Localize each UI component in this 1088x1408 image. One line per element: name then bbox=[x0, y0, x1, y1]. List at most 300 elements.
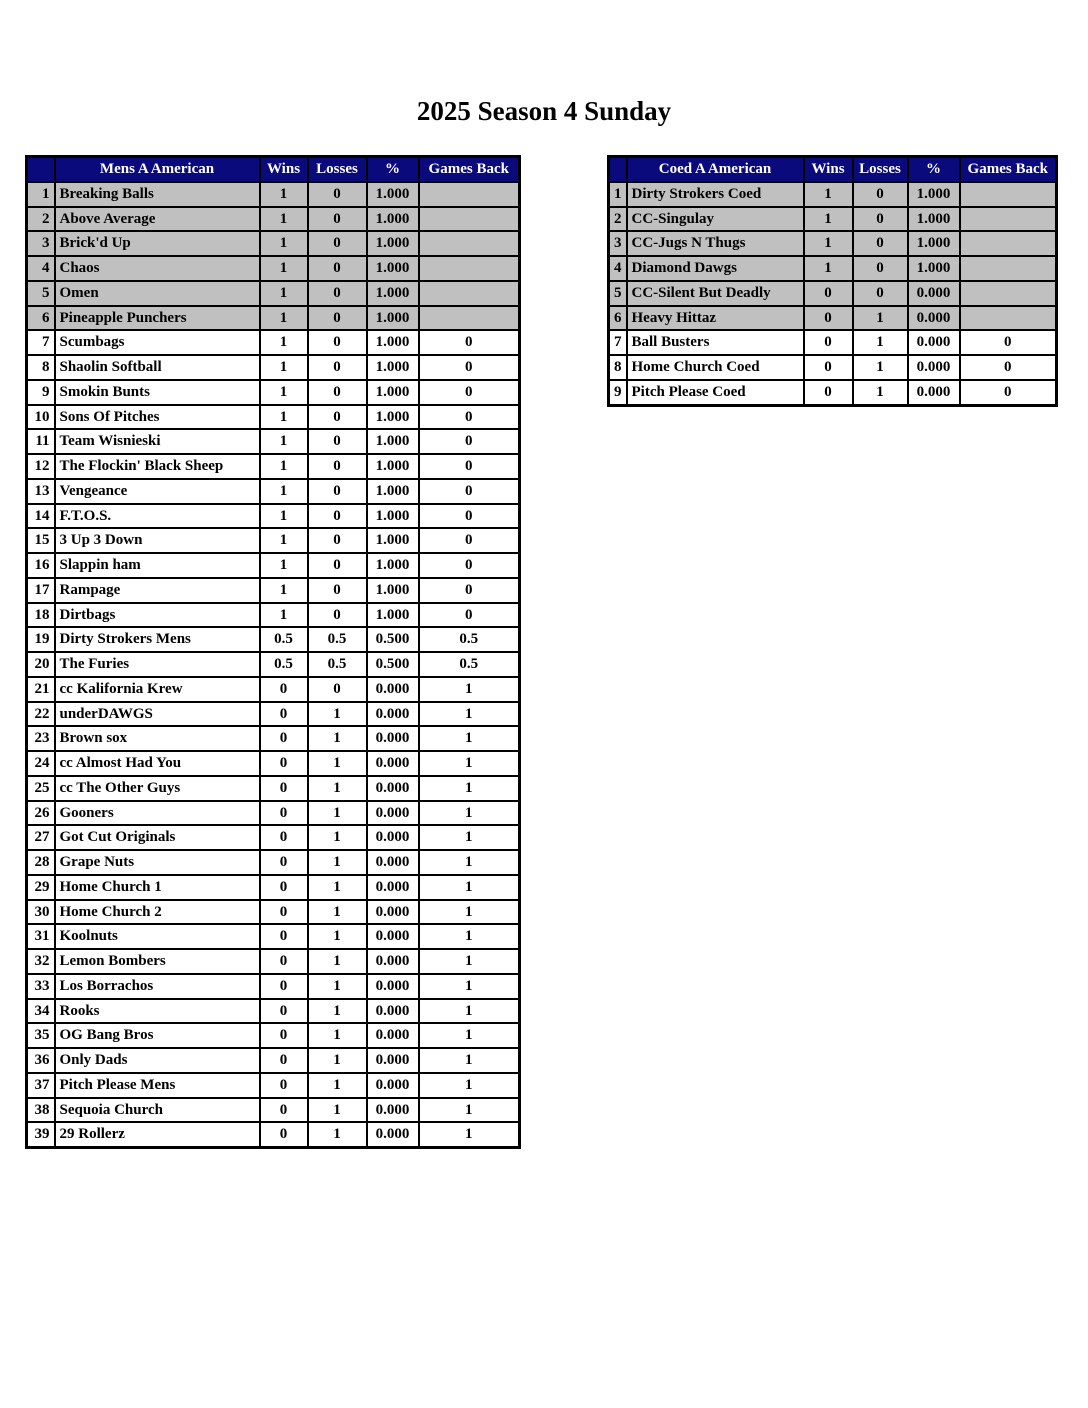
wins-cell: 0 bbox=[260, 974, 308, 999]
losses-cell: 1 bbox=[308, 825, 367, 850]
table-row bbox=[609, 380, 1057, 405]
games-back-cell: 0 bbox=[419, 429, 520, 454]
team-name-cell: Pineapple Punchers bbox=[55, 306, 260, 331]
table-row bbox=[609, 256, 1057, 281]
team-name-cell: Grape Nuts bbox=[55, 850, 260, 875]
team-name-cell: Brown sox bbox=[55, 726, 260, 751]
pct-cell: 1.000 bbox=[367, 355, 419, 380]
team-name-cell: Ball Busters bbox=[627, 330, 804, 355]
games-back-cell: 0 bbox=[419, 479, 520, 504]
rank-cell: 37 bbox=[27, 1073, 55, 1098]
pct-cell: 0.000 bbox=[367, 751, 419, 776]
pct-cell: 1.000 bbox=[908, 231, 960, 256]
wins-cell: 1 bbox=[260, 182, 308, 207]
losses-cell: 0 bbox=[308, 454, 367, 479]
games-back-cell: 0 bbox=[419, 380, 520, 405]
wins-cell: 0 bbox=[260, 825, 308, 850]
losses-cell: 0 bbox=[308, 182, 367, 207]
wins-cell: 0.5 bbox=[260, 627, 308, 652]
table-row bbox=[27, 231, 520, 256]
wins-cell: 0 bbox=[804, 355, 853, 380]
games-back-cell bbox=[419, 207, 520, 232]
losses-cell: 0 bbox=[853, 182, 908, 207]
games-back-cell: 1 bbox=[419, 1073, 520, 1098]
games-back-cell: 0 bbox=[419, 330, 520, 355]
losses-cell: 0 bbox=[308, 677, 367, 702]
table-row bbox=[27, 825, 520, 850]
team-name-cell: Rooks bbox=[55, 999, 260, 1024]
games-back-cell bbox=[419, 281, 520, 306]
losses-cell: 0 bbox=[308, 578, 367, 603]
pct-cell: 0.000 bbox=[367, 999, 419, 1024]
losses-cell: 0 bbox=[308, 306, 367, 331]
rank-cell: 1 bbox=[609, 182, 627, 207]
rank-cell: 7 bbox=[609, 330, 627, 355]
wins-cell: 0 bbox=[260, 776, 308, 801]
rank-cell: 35 bbox=[27, 1023, 55, 1048]
wins-cell: 0 bbox=[260, 1023, 308, 1048]
games-back-cell bbox=[419, 182, 520, 207]
pct-cell: 1.000 bbox=[367, 429, 419, 454]
games-back-cell: 0.5 bbox=[419, 627, 520, 652]
losses-cell: 1 bbox=[308, 999, 367, 1024]
team-name-cell: F.T.O.S. bbox=[55, 504, 260, 529]
team-name-cell: Omen bbox=[55, 281, 260, 306]
table-row bbox=[27, 1048, 520, 1073]
rank-cell: 38 bbox=[27, 1098, 55, 1123]
pct-cell: 0.000 bbox=[367, 1023, 419, 1048]
team-name-cell: Smokin Bunts bbox=[55, 380, 260, 405]
losses-cell: 1 bbox=[308, 974, 367, 999]
wins-cell: 0 bbox=[260, 751, 308, 776]
team-name-cell: The Flockin' Black Sheep bbox=[55, 454, 260, 479]
wins-cell: 1 bbox=[260, 306, 308, 331]
table-header-row bbox=[609, 157, 1057, 182]
wins-cell: 0 bbox=[260, 999, 308, 1024]
pct-cell: 0.000 bbox=[367, 875, 419, 900]
table-row bbox=[27, 900, 520, 925]
wins-cell: 0 bbox=[804, 380, 853, 405]
table-row bbox=[27, 1073, 520, 1098]
games-back-cell: 1 bbox=[419, 974, 520, 999]
standings-table-coed-a-american bbox=[607, 155, 1058, 407]
rank-cell: 25 bbox=[27, 776, 55, 801]
wins-cell: 0 bbox=[260, 801, 308, 826]
mens-table-body bbox=[27, 182, 520, 1148]
wins-cell: 0 bbox=[260, 900, 308, 925]
rank-column-header bbox=[27, 157, 55, 182]
table-row bbox=[27, 553, 520, 578]
pct-cell: 1.000 bbox=[367, 231, 419, 256]
losses-cell: 0 bbox=[308, 256, 367, 281]
pct-cell: 1.000 bbox=[367, 454, 419, 479]
pct-cell: 0.000 bbox=[367, 825, 419, 850]
wins-cell: 0 bbox=[260, 677, 308, 702]
wins-cell: 0 bbox=[260, 1048, 308, 1073]
games-back-cell bbox=[419, 231, 520, 256]
pct-cell: 0.000 bbox=[908, 330, 960, 355]
pct-cell: 1.000 bbox=[908, 207, 960, 232]
pct-cell: 1.000 bbox=[367, 578, 419, 603]
losses-cell: 0 bbox=[308, 380, 367, 405]
rank-cell: 8 bbox=[609, 355, 627, 380]
games-back-cell bbox=[960, 256, 1057, 281]
team-name-cell: Vengeance bbox=[55, 479, 260, 504]
rank-cell: 31 bbox=[27, 924, 55, 949]
games-back-cell: 0 bbox=[419, 553, 520, 578]
games-back-cell: 0 bbox=[419, 454, 520, 479]
table-row bbox=[27, 726, 520, 751]
pct-cell: 0.000 bbox=[367, 801, 419, 826]
team-name-cell: cc Kalifornia Krew bbox=[55, 677, 260, 702]
pct-cell: 1.000 bbox=[367, 281, 419, 306]
pct-cell: 0.000 bbox=[367, 924, 419, 949]
wins-cell: 1 bbox=[260, 405, 308, 430]
games-back-cell: 1 bbox=[419, 949, 520, 974]
table-row bbox=[609, 182, 1057, 207]
team-name-cell: Lemon Bombers bbox=[55, 949, 260, 974]
pct-cell: 1.000 bbox=[367, 504, 419, 529]
team-name-cell: Shaolin Softball bbox=[55, 355, 260, 380]
team-name-cell: Above Average bbox=[55, 207, 260, 232]
games-back-cell: 0 bbox=[960, 380, 1057, 405]
games-back-cell: 0 bbox=[960, 355, 1057, 380]
losses-cell: 1 bbox=[308, 1023, 367, 1048]
table-row bbox=[27, 380, 520, 405]
table-row bbox=[27, 924, 520, 949]
table-row bbox=[27, 702, 520, 727]
rank-cell: 10 bbox=[27, 405, 55, 430]
losses-cell: 1 bbox=[308, 949, 367, 974]
rank-cell: 29 bbox=[27, 875, 55, 900]
table-row bbox=[609, 207, 1057, 232]
rank-cell: 4 bbox=[609, 256, 627, 281]
table-row bbox=[609, 306, 1057, 331]
pct-cell: 1.000 bbox=[367, 553, 419, 578]
wins-cell: 1 bbox=[804, 231, 853, 256]
pct-cell: 1.000 bbox=[908, 182, 960, 207]
table-row bbox=[27, 355, 520, 380]
losses-cell: 0 bbox=[853, 231, 908, 256]
games-back-cell: 1 bbox=[419, 850, 520, 875]
pct-cell: 0.000 bbox=[367, 702, 419, 727]
table-row bbox=[27, 479, 520, 504]
wins-cell: 1 bbox=[260, 454, 308, 479]
wins-cell: 1 bbox=[260, 429, 308, 454]
table-header-row bbox=[27, 157, 520, 182]
losses-cell: 0 bbox=[308, 479, 367, 504]
team-name-cell: OG Bang Bros bbox=[55, 1023, 260, 1048]
team-name-cell: Home Church Coed bbox=[627, 355, 804, 380]
rank-cell: 7 bbox=[27, 330, 55, 355]
team-name-cell: Got Cut Originals bbox=[55, 825, 260, 850]
games-back-cell bbox=[960, 306, 1057, 331]
games-back-cell: 1 bbox=[419, 776, 520, 801]
games-back-cell: 1 bbox=[419, 751, 520, 776]
coed-table-body bbox=[609, 182, 1057, 405]
wins-cell: 0 bbox=[260, 726, 308, 751]
wins-cell: 0 bbox=[260, 1098, 308, 1123]
pct-cell: 1.000 bbox=[367, 603, 419, 628]
losses-cell: 1 bbox=[853, 330, 908, 355]
losses-cell: 0 bbox=[308, 330, 367, 355]
rank-cell: 22 bbox=[27, 702, 55, 727]
table-row bbox=[27, 306, 520, 331]
rank-cell: 18 bbox=[27, 603, 55, 628]
rank-cell: 13 bbox=[27, 479, 55, 504]
rank-cell: 3 bbox=[609, 231, 627, 256]
table-row bbox=[27, 974, 520, 999]
losses-cell: 0 bbox=[853, 281, 908, 306]
games-back-cell: 0 bbox=[419, 603, 520, 628]
games-back-cell: 1 bbox=[419, 1122, 520, 1147]
games-back-cell: 1 bbox=[419, 825, 520, 850]
games-back-cell bbox=[960, 281, 1057, 306]
rank-cell: 5 bbox=[27, 281, 55, 306]
wins-cell: 1 bbox=[260, 504, 308, 529]
losses-cell: 1 bbox=[308, 1122, 367, 1147]
pct-cell: 0.000 bbox=[367, 1098, 419, 1123]
rank-cell: 11 bbox=[27, 429, 55, 454]
table-row bbox=[27, 504, 520, 529]
team-name-cell: The Furies bbox=[55, 652, 260, 677]
rank-cell: 14 bbox=[27, 504, 55, 529]
wins-cell: 0 bbox=[260, 924, 308, 949]
wins-cell: 1 bbox=[260, 603, 308, 628]
team-name-cell: CC-Jugs N Thugs bbox=[627, 231, 804, 256]
rank-cell: 5 bbox=[609, 281, 627, 306]
losses-cell: 0 bbox=[308, 355, 367, 380]
table-row bbox=[27, 578, 520, 603]
games-back-cell: 1 bbox=[419, 1048, 520, 1073]
division-column-header: Coed A American bbox=[627, 157, 804, 182]
team-name-cell: Scumbags bbox=[55, 330, 260, 355]
rank-cell: 28 bbox=[27, 850, 55, 875]
losses-cell: 1 bbox=[308, 1098, 367, 1123]
wins-cell: 1 bbox=[804, 207, 853, 232]
losses-cell: 0.5 bbox=[308, 652, 367, 677]
losses-cell: 1 bbox=[308, 776, 367, 801]
wins-cell: 1 bbox=[260, 380, 308, 405]
table-row bbox=[27, 850, 520, 875]
pct-cell: 0.000 bbox=[367, 949, 419, 974]
standings-table-mens-a-american bbox=[25, 155, 521, 1149]
team-name-cell: Pitch Please Mens bbox=[55, 1073, 260, 1098]
pct-cell: 1.000 bbox=[367, 330, 419, 355]
team-name-cell: Chaos bbox=[55, 256, 260, 281]
table-row bbox=[27, 1122, 520, 1147]
table-row bbox=[27, 1023, 520, 1048]
pct-cell: 0.000 bbox=[908, 306, 960, 331]
pct-cell: 0.500 bbox=[367, 627, 419, 652]
team-name-cell: Pitch Please Coed bbox=[627, 380, 804, 405]
rank-cell: 39 bbox=[27, 1122, 55, 1147]
pct-cell: 0.500 bbox=[367, 652, 419, 677]
team-name-cell: Dirty Strokers Mens bbox=[55, 627, 260, 652]
losses-cell: 0.5 bbox=[308, 627, 367, 652]
games-back-cell: 0 bbox=[419, 578, 520, 603]
rank-cell: 23 bbox=[27, 726, 55, 751]
table-row bbox=[27, 776, 520, 801]
team-name-cell: Gooners bbox=[55, 801, 260, 826]
team-name-cell: Diamond Dawgs bbox=[627, 256, 804, 281]
pct-column-header: % bbox=[367, 157, 419, 182]
wins-cell: 1 bbox=[260, 330, 308, 355]
rank-cell: 2 bbox=[609, 207, 627, 232]
games-back-cell bbox=[960, 231, 1057, 256]
table-row bbox=[27, 405, 520, 430]
losses-cell: 1 bbox=[853, 306, 908, 331]
team-name-cell: Breaking Balls bbox=[55, 182, 260, 207]
team-name-cell: 3 Up 3 Down bbox=[55, 528, 260, 553]
team-name-cell: Brick'd Up bbox=[55, 231, 260, 256]
rank-cell: 8 bbox=[27, 355, 55, 380]
wins-cell: 1 bbox=[260, 553, 308, 578]
team-name-cell: Home Church 1 bbox=[55, 875, 260, 900]
wins-cell: 0 bbox=[260, 1122, 308, 1147]
wins-cell: 1 bbox=[260, 355, 308, 380]
team-name-cell: Heavy Hittaz bbox=[627, 306, 804, 331]
games-back-cell: 1 bbox=[419, 726, 520, 751]
rank-cell: 2 bbox=[27, 207, 55, 232]
table-row bbox=[27, 652, 520, 677]
losses-cell: 1 bbox=[308, 751, 367, 776]
wins-column-header: Wins bbox=[260, 157, 308, 182]
losses-cell: 0 bbox=[308, 528, 367, 553]
table-row bbox=[27, 949, 520, 974]
losses-cell: 0 bbox=[308, 429, 367, 454]
wins-cell: 0.5 bbox=[260, 652, 308, 677]
losses-cell: 0 bbox=[853, 207, 908, 232]
losses-column-header: Losses bbox=[308, 157, 367, 182]
table-row bbox=[27, 281, 520, 306]
rank-cell: 17 bbox=[27, 578, 55, 603]
team-name-cell: underDAWGS bbox=[55, 702, 260, 727]
losses-cell: 0 bbox=[853, 256, 908, 281]
rank-cell: 6 bbox=[609, 306, 627, 331]
team-name-cell: Dirty Strokers Coed bbox=[627, 182, 804, 207]
team-name-cell: Slappin ham bbox=[55, 553, 260, 578]
rank-cell: 24 bbox=[27, 751, 55, 776]
team-name-cell: Dirtbags bbox=[55, 603, 260, 628]
pct-cell: 1.000 bbox=[367, 256, 419, 281]
table-row bbox=[27, 330, 520, 355]
wins-cell: 0 bbox=[260, 702, 308, 727]
losses-cell: 1 bbox=[308, 702, 367, 727]
pct-cell: 1.000 bbox=[908, 256, 960, 281]
rank-cell: 32 bbox=[27, 949, 55, 974]
pct-column-header: % bbox=[908, 157, 960, 182]
wins-cell: 1 bbox=[804, 182, 853, 207]
rank-cell: 36 bbox=[27, 1048, 55, 1073]
pct-cell: 0.000 bbox=[367, 850, 419, 875]
table-row bbox=[609, 355, 1057, 380]
wins-cell: 0 bbox=[804, 330, 853, 355]
rank-cell: 15 bbox=[27, 528, 55, 553]
games-back-column-header: Games Back bbox=[960, 157, 1057, 182]
games-back-cell: 1 bbox=[419, 1023, 520, 1048]
team-name-cell: Only Dads bbox=[55, 1048, 260, 1073]
games-back-cell: 0 bbox=[419, 504, 520, 529]
losses-cell: 1 bbox=[308, 726, 367, 751]
team-name-cell: Home Church 2 bbox=[55, 900, 260, 925]
rank-column-header bbox=[609, 157, 627, 182]
table-row bbox=[27, 528, 520, 553]
games-back-cell bbox=[419, 306, 520, 331]
team-name-cell: CC-Singulay bbox=[627, 207, 804, 232]
pct-cell: 1.000 bbox=[367, 405, 419, 430]
losses-cell: 0 bbox=[308, 231, 367, 256]
games-back-cell: 1 bbox=[419, 924, 520, 949]
team-name-cell: Sons Of Pitches bbox=[55, 405, 260, 430]
table-row bbox=[27, 454, 520, 479]
games-back-cell: 1 bbox=[419, 1098, 520, 1123]
table-row bbox=[27, 603, 520, 628]
rank-cell: 6 bbox=[27, 306, 55, 331]
losses-cell: 1 bbox=[308, 801, 367, 826]
team-name-cell: cc The Other Guys bbox=[55, 776, 260, 801]
losses-cell: 1 bbox=[308, 850, 367, 875]
pct-cell: 1.000 bbox=[367, 479, 419, 504]
wins-cell: 0 bbox=[260, 850, 308, 875]
rank-cell: 26 bbox=[27, 801, 55, 826]
games-back-cell: 0 bbox=[419, 528, 520, 553]
games-back-cell: 0 bbox=[419, 355, 520, 380]
losses-cell: 1 bbox=[308, 1048, 367, 1073]
wins-cell: 1 bbox=[260, 281, 308, 306]
rank-cell: 12 bbox=[27, 454, 55, 479]
table-row bbox=[27, 429, 520, 454]
pct-cell: 0.000 bbox=[908, 380, 960, 405]
table-row bbox=[27, 627, 520, 652]
wins-cell: 0 bbox=[260, 949, 308, 974]
wins-cell: 1 bbox=[804, 256, 853, 281]
losses-column-header: Losses bbox=[853, 157, 908, 182]
table-row bbox=[27, 256, 520, 281]
games-back-cell: 0.5 bbox=[419, 652, 520, 677]
games-back-cell: 1 bbox=[419, 900, 520, 925]
games-back-cell bbox=[960, 182, 1057, 207]
games-back-cell: 0 bbox=[960, 330, 1057, 355]
pct-cell: 1.000 bbox=[367, 182, 419, 207]
rank-cell: 30 bbox=[27, 900, 55, 925]
pct-cell: 0.000 bbox=[367, 1122, 419, 1147]
losses-cell: 1 bbox=[308, 900, 367, 925]
table-row bbox=[609, 231, 1057, 256]
wins-cell: 1 bbox=[260, 231, 308, 256]
page-title: 2025 Season 4 Sunday bbox=[416, 96, 672, 126]
losses-cell: 0 bbox=[308, 553, 367, 578]
table-row bbox=[27, 677, 520, 702]
pct-cell: 1.000 bbox=[367, 207, 419, 232]
rank-cell: 9 bbox=[27, 380, 55, 405]
team-name-cell: Koolnuts bbox=[55, 924, 260, 949]
wins-cell: 1 bbox=[260, 578, 308, 603]
wins-cell: 0 bbox=[260, 875, 308, 900]
losses-cell: 0 bbox=[308, 207, 367, 232]
pct-cell: 0.000 bbox=[367, 1048, 419, 1073]
wins-cell: 1 bbox=[260, 528, 308, 553]
games-back-cell: 1 bbox=[419, 702, 520, 727]
team-name-cell: Los Borrachos bbox=[55, 974, 260, 999]
wins-cell: 1 bbox=[260, 479, 308, 504]
games-back-cell: 1 bbox=[419, 801, 520, 826]
pct-cell: 0.000 bbox=[367, 776, 419, 801]
table-row bbox=[27, 207, 520, 232]
table-row bbox=[27, 801, 520, 826]
wins-cell: 0 bbox=[260, 1073, 308, 1098]
table-row bbox=[609, 330, 1057, 355]
